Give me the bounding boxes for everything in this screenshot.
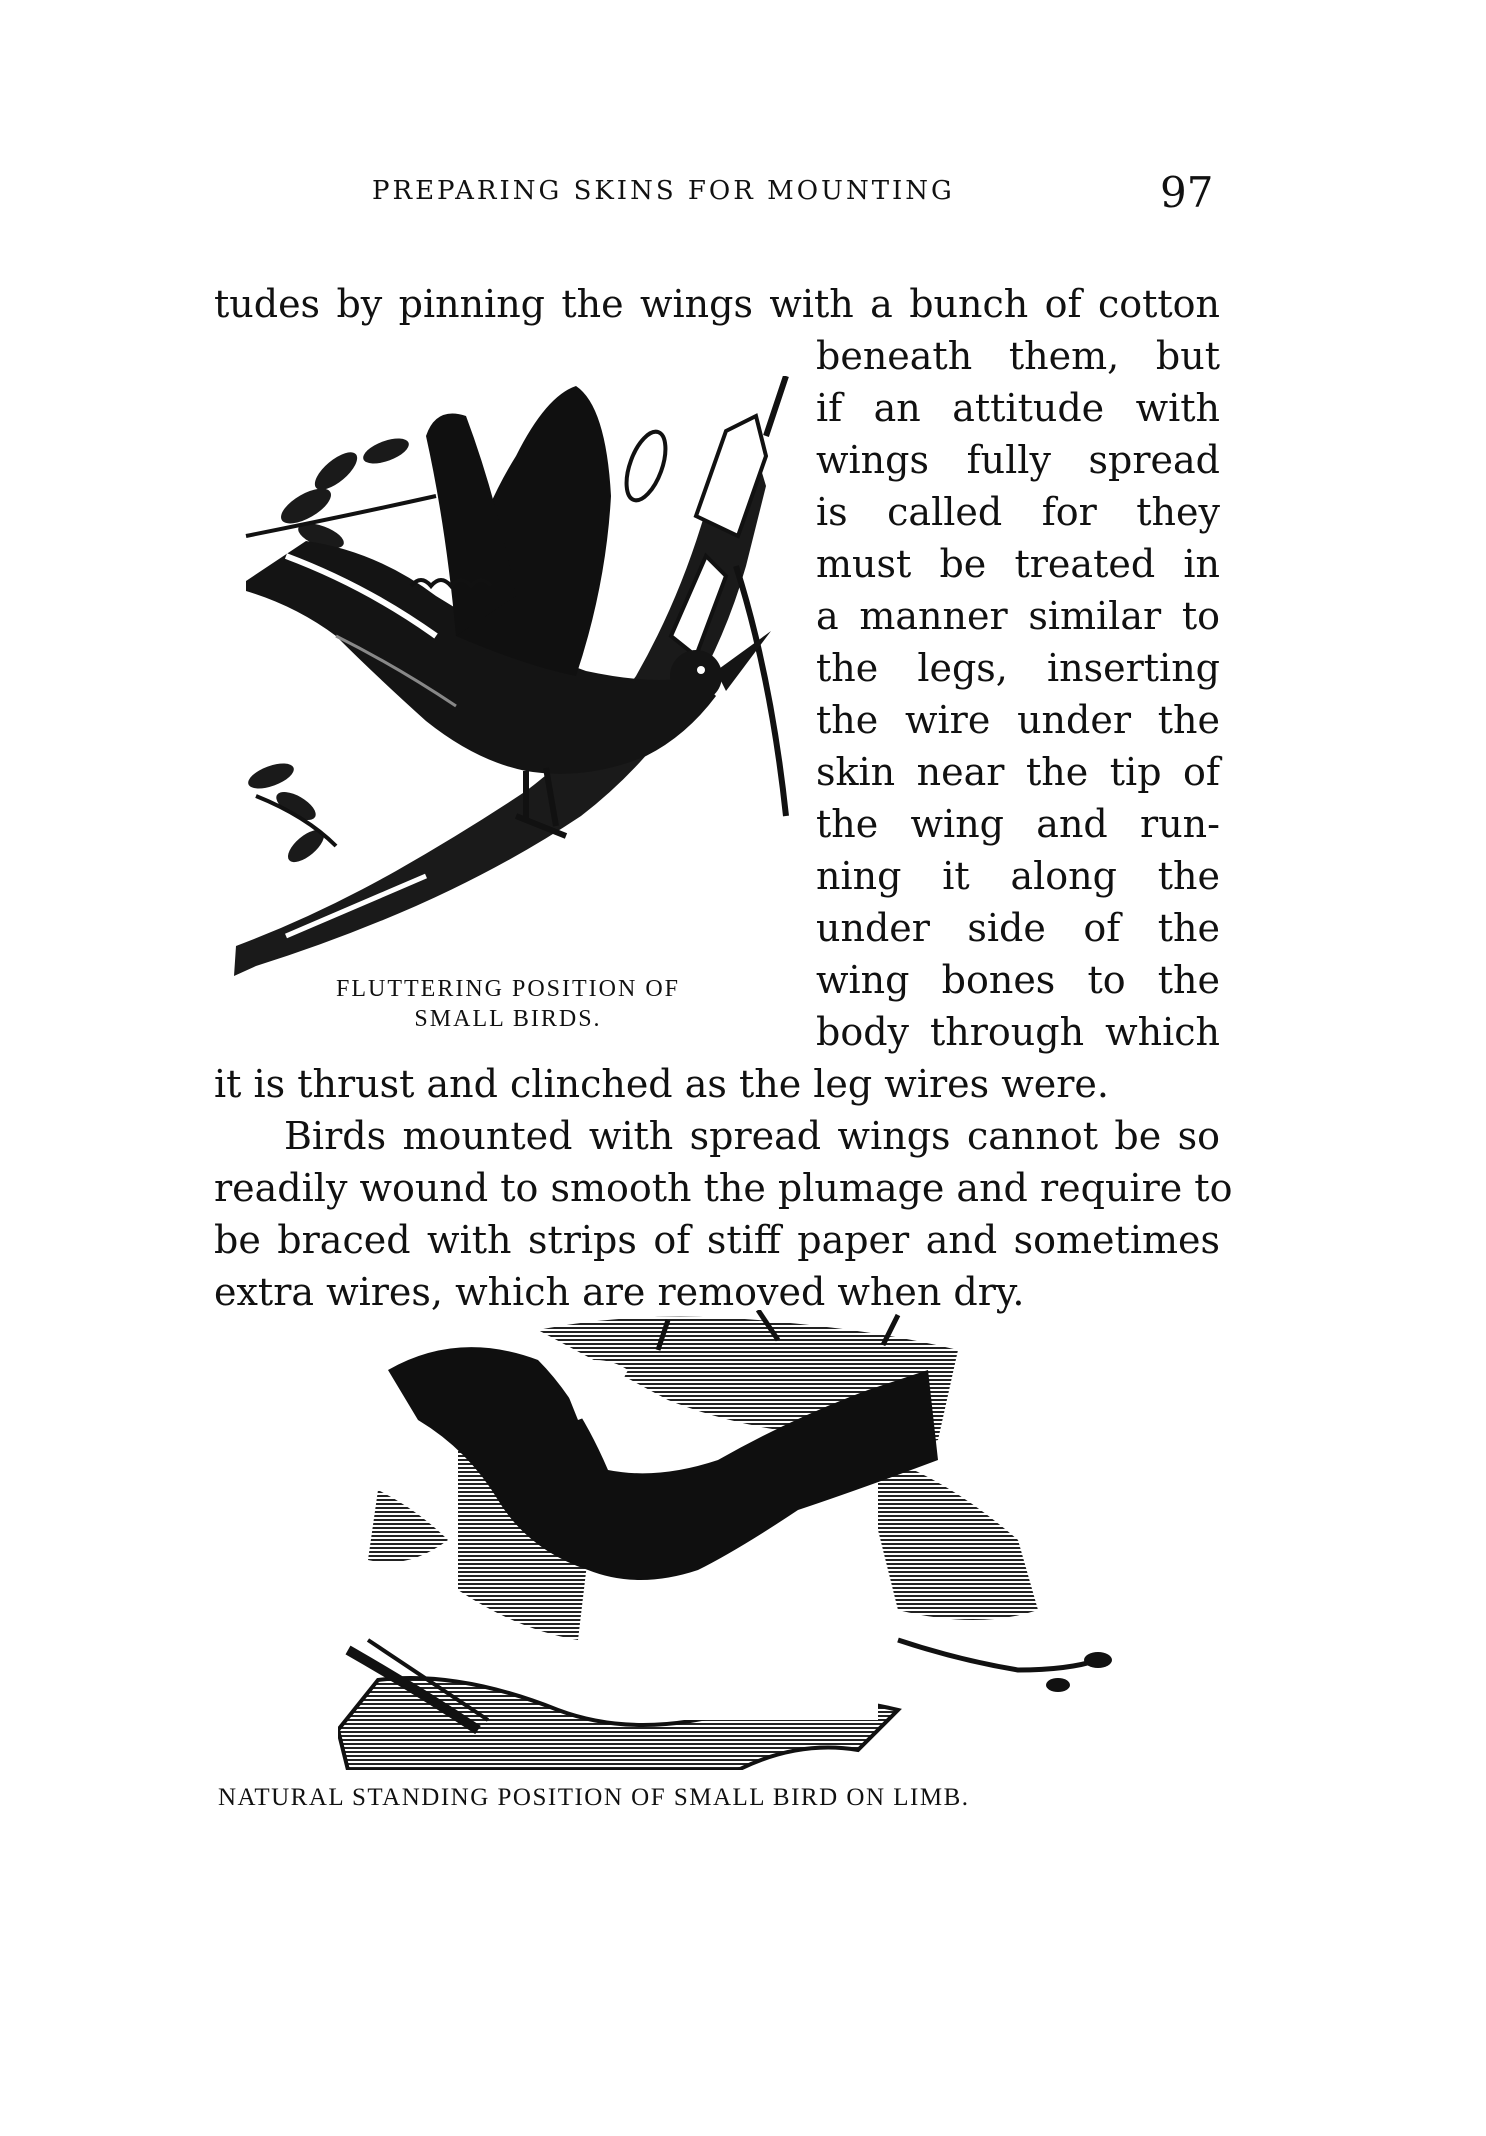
running-title: PREPARING SKINS FOR MOUNTING — [372, 176, 955, 206]
text-line: tudes by pinning the wings with a bunch of cotton — [214, 282, 1220, 326]
text-line: if an attitude with — [816, 386, 1220, 430]
text-line: the legs, inserting — [816, 646, 1220, 690]
text-line: skin near the tip of — [816, 750, 1220, 794]
text-line: under side of the — [816, 906, 1220, 950]
fluttering-bird-engraving-icon — [226, 376, 806, 976]
text-line: wing bones to the — [816, 958, 1220, 1002]
text-line: the wing and run- — [816, 802, 1220, 846]
text-line: Birds mounted with spread wings cannot be so — [284, 1114, 1220, 1158]
figure-caption: NATURAL STANDING POSITION OF SMALL BIRD ON LIMB. — [218, 1784, 970, 1811]
standing-bird-engraving-icon — [338, 1310, 1128, 1770]
text-line: beneath them, but — [816, 334, 1220, 378]
text-line: extra wires, which are removed when dry. — [214, 1270, 1025, 1314]
text-line: the wire under the — [816, 698, 1220, 742]
text-line: body through which — [816, 1010, 1220, 1054]
text-line: is called for they — [816, 490, 1220, 534]
text-line: it is thrust and clinched as the leg wires were. — [214, 1062, 1109, 1106]
figure-caption-line1: FLUTTERING POSITION OF — [336, 976, 680, 1002]
text-line: a manner similar to — [816, 594, 1220, 638]
text-line: be braced with strips of stiff paper and sometimes — [214, 1218, 1220, 1262]
text-line: readily wound to smooth the plumage and require to — [214, 1166, 1233, 1210]
page-number: 97 — [1160, 168, 1214, 217]
figure-caption-line2: SMALL BIRDS. — [414, 1006, 602, 1032]
text-line: must be treated in — [816, 542, 1220, 586]
text-line: ning it along the — [816, 854, 1220, 898]
text-line: wings fully spread — [816, 438, 1220, 482]
